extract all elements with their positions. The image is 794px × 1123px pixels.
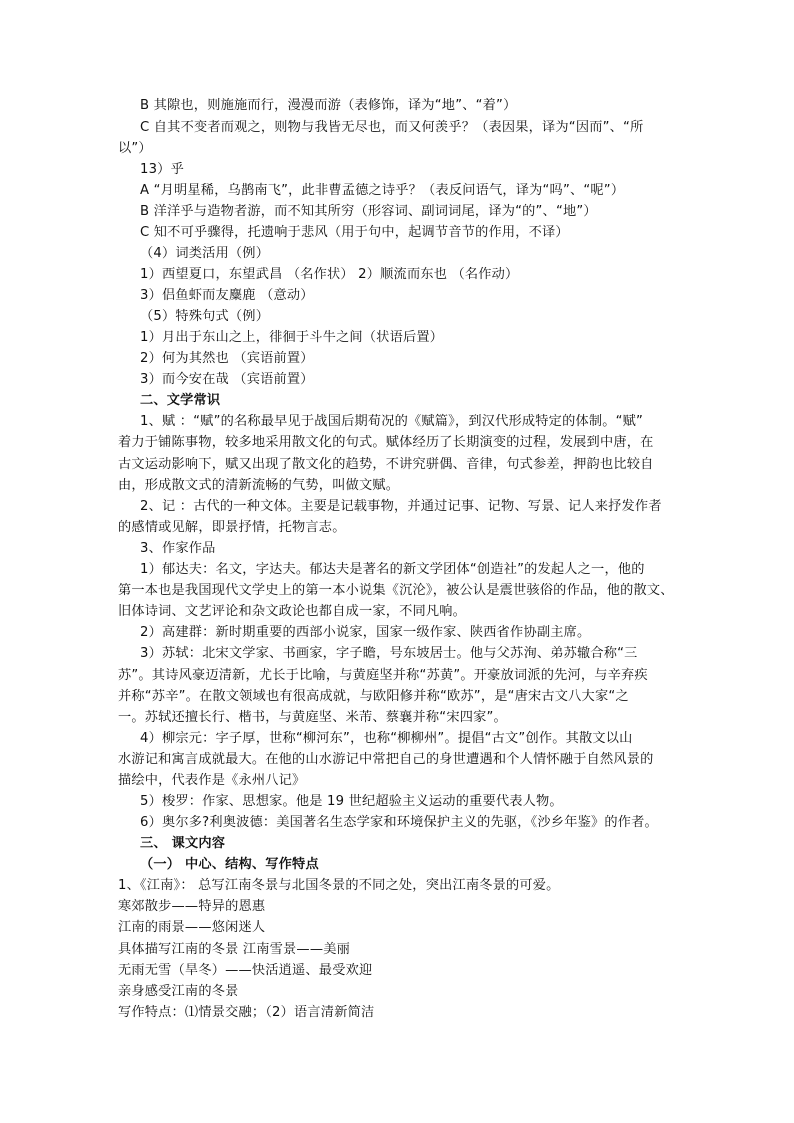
text-line: 5）梭罗：作家、思想家。他是 19 世纪超验主义运动的重要代表人物。 [140,794,563,809]
text-line: 亲身感受江南的冬景 [118,984,239,999]
text-line: 描绘中，代表作是《永州八记》 [118,773,306,788]
text-line: 3）而今安在哉 （宾语前置） [140,372,314,387]
text-line: 2、记 ：古代的一种文体。主要是记载事物，并通过记事、记物、写景、记人来抒发作者 [140,499,662,514]
text-line: （5）特殊句式（例） [140,309,270,324]
text-line: 6）奥尔多?利奥波德：美国著名生态学家和环境保护主义的先驱，《沙乡年鉴》的作者。 [140,815,658,830]
text-line: B 其隙也，则施施而行，漫漫而游（表修饰，译为“地”、“着”） [140,98,517,113]
text-line: C 自其不变者而观之，则物与我皆无尽也，而又何羡乎？（表因果，译为“因而”、“所 [140,120,644,135]
text-line: 3）苏轼：北宋文学家、书画家，字子瞻，号东坡居士。他与父苏洵、弟苏辙合称“三 [140,646,638,661]
text-line: C 知不可乎骤得，托遗响于悲风（用于句中，起调节音节的作用，不译） [140,225,569,240]
text-line: 1）月出于东山之上，徘徊于斗牛之间（状语后置） [140,330,444,345]
text-line: 1、赋 ：“赋”的名称最早见于战国后期荀况的《赋篇》，到汉代形成特定的体制。“赋” [140,414,644,429]
text-line: 3）侣鱼虾而友麋鹿 （意动） [140,288,314,303]
text-line: 江南的雨景——悠闲迷人 [118,920,266,935]
text-line: 以”） [118,141,152,156]
text-line: （4）词类活用（例） [140,246,270,261]
text-line: 古文运动影响下，赋又出现了散文化的趋势，不讲究骈偶、音律，句式参差，押韵也比较自 [118,457,654,472]
text-line: 写作特点：⑴情景交融；（2）语言清新简洁 [118,1005,375,1020]
text-line: 无雨无雪（旱冬）——快活逍遥、最受欢迎 [118,963,373,978]
section-heading: 三、 课文内容 [140,836,226,851]
text-line: 苏”。其诗风豪迈清新，尤长于比喻，与黄庭坚并称“苏黄”。开豪放词派的先河，与辛弃疾 [118,668,648,683]
text-line: 3、作家作品 [140,541,216,556]
text-line: 2）何为其然也 （宾语前置） [140,351,314,366]
text-line: 1）郁达夫：名文，字达夫。郁达夫是著名的新文学团体“创造社”的发起人之一，他的 [140,562,645,577]
text-line: 具体描写江南的冬景 江南雪景——美丽 [118,942,350,957]
text-line: 4）柳宗元：字子厚，世称“柳河东”，也称“柳柳州”。提倡“古文”创作。其散文以山 [140,731,633,746]
text-line: 并称“苏辛”。在散文领域也有很高成就，与欧阳修并称“欧苏”，是“唐宋古文八大家“之 [118,689,629,704]
text-line: B 洋洋乎与造物者游，而不知其所穷（形容词、副词词尾，译为“的”、“地”） [140,204,597,219]
text-line: 寒郊散步——特异的恩惠 [118,899,266,914]
text-line: 1、《江南》： 总写江南冬景与北国冬景的不同之处，突出江南冬景的可爱。 [118,878,560,893]
text-line: 水游记和寓言成就最大。在他的山水游记中常把自己的身世遭遇和个人情怀融于自然风景的 [118,752,654,767]
text-line: 1）西望夏口，东望武昌 （名作状） 2）顺流而东也 （名作动） [140,267,519,282]
text-line: 着力于铺陈事物，较多地采用散文化的句式。赋体经历了长期演变的过程，发展到中唐，在 [118,435,654,450]
subsection-heading: （一） 中心、结构、写作特点 [140,857,319,872]
text-line: 的感情或见解，即景抒情，托物言志。 [118,520,346,535]
text-line: 旧体诗词、文艺评论和杂文政论也都自成一家，不同凡响。 [118,604,467,619]
text-line: 13）乎 [140,162,184,177]
text-line: A “月明星稀，乌鹊南飞”，此非曹孟德之诗乎？（表反问语气，译为“吗”、“呢”） [140,183,625,198]
section-heading: 二、文学常识 [140,393,221,408]
text-line: 由，形成散文式的清新流畅的气势，叫做文赋。 [118,478,400,493]
text-line: 2）高建群：新时期重要的西部小说家，国家一级作家、陕西省作协副主席。 [140,625,591,640]
text-line: 第一本也是我国现代文学史上的第一本小说集《沉沦》，被公认是震世骇俗的作品，他的散文、 [118,583,674,598]
text-line: 一。苏轼还擅长行、楷书，与黄庭坚、米芾、蔡襄并称“宋四家”。 [118,710,507,725]
